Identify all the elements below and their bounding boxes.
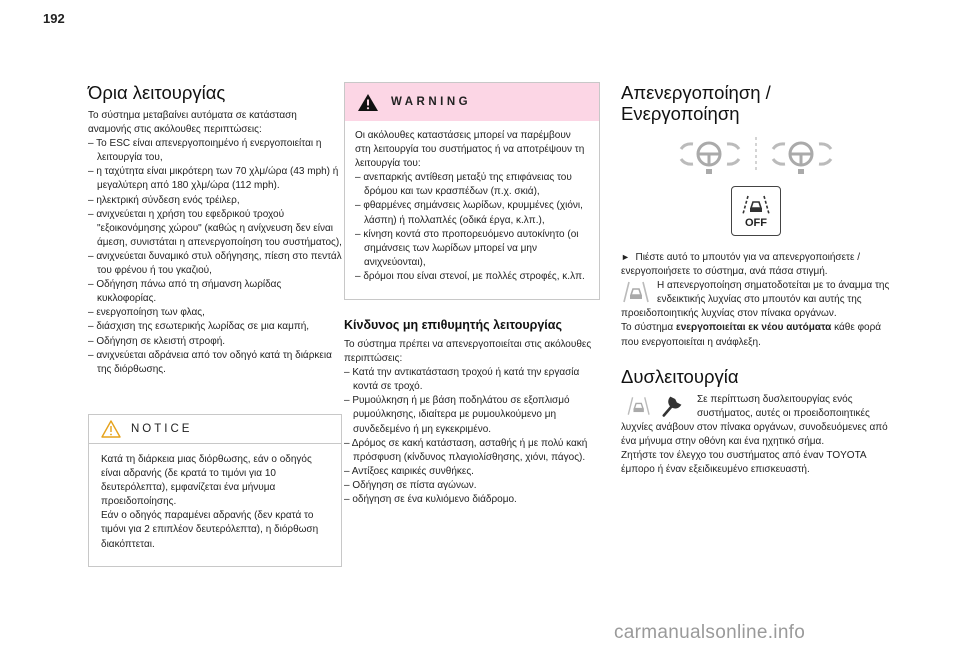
list-item: – η ταχύτητα είναι μικρότερη των 70 χλμ/ώρα (43 mph) ή μεγαλύτερη από 180 χλμ/ώρα (112 mph). xyxy=(88,165,342,193)
separator-icon xyxy=(741,135,771,175)
auto-reactivation-text xyxy=(621,321,891,349)
notice-text-2: Εάν ο οδηγός παραμένει αδρανής (δεν κρατά το τιμόνι για 2 επιπλέον δευτερόλεπτα), η διόρθωση διακόπτεται. xyxy=(101,510,319,550)
malfunction-text xyxy=(621,393,891,449)
list-item: – Ρυμούλκηση ή με βάση ποδηλάτου σε εξοπλισμό ρυμούλκησης, ιδιαίτερα με ρυμουλκούμενο μη συνδεδεμένο ή μη εγκεκριμένο. xyxy=(344,394,600,436)
deactivation-section xyxy=(621,82,891,477)
notice-label: NOTICE xyxy=(131,423,193,435)
auto-prefix: Το σύστημα xyxy=(621,322,676,334)
operating-limits-list xyxy=(88,137,342,377)
lamp-text: Η απενεργοποίηση σηματοδοτείται με το άναμμα της ενδεικτικής λυχνίας στο μπουτόν και αυτής της προειδοποιητικής λυχνίας στον πίνακα οργάνων. xyxy=(621,280,890,320)
warning-box xyxy=(344,82,600,300)
list-item: – δρόμοι που είναι στενοί, με πολλές στροφές, κ.λπ. xyxy=(355,270,589,284)
warning-header xyxy=(345,83,599,121)
list-item: – κίνηση κοντά στο προπορευόμενο αυτοκίνητο (οι σημάνσεις των λωρίδων μπορεί να μην ανιχνεύονται), xyxy=(355,228,589,270)
page-number: 192 xyxy=(43,11,65,26)
list-item: – Το ESC είναι απενεργοποιημένο ή ενεργοποιείται η λειτουργία του, xyxy=(88,137,342,165)
list-item: – ενεργοποίηση των φλας, xyxy=(88,306,342,320)
auto-suffix: κάθε φορά που ενεργοποιείται η ανάφλεξη. xyxy=(621,322,882,348)
list-item: – φθαρμένες σημάνσεις λωρίδων, κρυμμένες (χιόνι, λάσπη) ή πολλαπλές (οδικά έργα, κ.λπ.), xyxy=(355,199,589,227)
list-item: – Αντίξοες καιρικές συνθήκες. xyxy=(344,465,600,479)
operating-limits-title: Όρια λειτουργίας xyxy=(88,82,226,103)
deactivation-step xyxy=(621,250,891,279)
malfunction-lamps-icon xyxy=(621,393,691,419)
operating-limits-intro: Το σύστημα μεταβαίνει αυτόματα σε κατάσταση αναμονής στις ακόλουθες περιπτώσεις: xyxy=(88,110,297,136)
notice-box xyxy=(88,414,342,567)
lane-keeping-off-button[interactable] xyxy=(731,186,781,236)
pointer-arrow-icon: ► xyxy=(621,252,630,262)
list-item: – Δρόμος σε κακή κατάσταση, ασταθής ή με πολύ κακή πρόσφυση (κίνδυνος πλαγιολίσθησης, χιόνι, πάγος). xyxy=(344,437,600,465)
lane-warning-lamp-icon xyxy=(621,279,651,305)
warning-list xyxy=(355,171,589,284)
list-item: – ανεπαρκής αντίθεση μεταξύ της επιφάνειας του δρόμου και των κρασπέδων (π.χ. σκιά), xyxy=(355,171,589,199)
malfunction-text-2: Ζητήστε τον έλεγχο του συστήματος από έναν TOYOTA έμπορο ή έναν εξειδικευμένο επισκευαστή. xyxy=(621,450,867,476)
auto-bold: ενεργοποιείται εκ νέου αυτόματα xyxy=(676,322,832,334)
malfunction-text-1: Σε περίπτωση δυσλειτουργίας ενός συστήματος, αυτές οι προειδοποιητικές λυχνίες ανάβουν στον πίνακα οργάνων, συνοδευόμενες από ένα μήνυμα στην οθόνη και ένα ηχητικό σήμα. xyxy=(621,393,888,447)
off-label: OFF xyxy=(745,216,767,229)
list-item: – Οδήγηση πάνω από τη σήμανση λωρίδας κυκλοφορίας. xyxy=(88,278,342,306)
notice-text: Κατά τη διάρκεια μιας διόρθωσης, εάν ο οδηγός είναι αδρανής (δε κρατά το τιμόνι για 10 δευτερόλεπτα), εμφανίζεται ένα μήνυμα προειδοποίησης. xyxy=(101,454,312,508)
deactivation-step-text: Πιέστε αυτό το μπουτόν για να απενεργοποιήσετε / ενεργοποιήσετε το σύστημα, ανά πάσα στιγμή. xyxy=(621,252,861,278)
inattention-intro: Το σύστημα πρέπει να απενεργοποιείται στις ακόλουθες περιπτώσεις: xyxy=(344,339,592,365)
list-item: – ανιχνεύεται δυναμικό στυλ οδήγησης, πίεση στο πεντάλ του φρένου ή του γκαζιού, xyxy=(88,250,342,278)
notice-triangle-icon xyxy=(101,420,121,438)
list-item: – ανιχνεύεται αδράνεια από τον οδηγό κατά τη διάρκεια της διόρθωσης. xyxy=(88,349,342,377)
list-item: – Οδήγηση σε κλειστή στροφή. xyxy=(88,335,342,349)
deactivation-title-line-2: Ενεργοποίηση xyxy=(621,103,740,124)
off-button-row xyxy=(621,186,891,236)
notice-header xyxy=(89,415,341,444)
steering-lane-lamp-icon xyxy=(679,135,741,175)
inattention-list xyxy=(344,366,600,507)
list-item: – οδήγηση σε ένα κυλιόμενο διάδρομο. xyxy=(344,493,600,507)
deactivation-lamp-text xyxy=(621,279,891,321)
steering-lamps-row xyxy=(621,130,891,180)
malfunction-title: Δυσλειτουργία xyxy=(621,365,739,387)
steering-lane-lamp-icon-2 xyxy=(771,135,833,175)
list-item: – ηλεκτρική σύνδεση ενός τρέιλερ, xyxy=(88,194,342,208)
inattention-section xyxy=(344,318,600,507)
deactivation-title-line-1: Απενεργοποίηση / xyxy=(621,82,771,103)
warning-label: WARNING xyxy=(391,96,472,108)
operating-limits-section xyxy=(88,82,342,377)
list-item: – Κατά την αντικατάσταση τροχού ή κατά την εργασία κοντά σε τροχό. xyxy=(344,366,600,394)
lane-car-icon xyxy=(741,194,771,216)
deactivation-title xyxy=(621,82,891,124)
warning-triangle-icon xyxy=(357,93,379,112)
inattention-title: Κίνδυνος μη επιθυμητής λειτουργίας xyxy=(344,318,562,332)
warning-intro: Οι ακόλουθες καταστάσεις μπορεί να παρέμβουν στη λειτουργία του συστήματος ή να αποτρέψουν τη λειτουργία του: xyxy=(355,130,585,170)
list-item: – ανιχνεύεται η χρήση του εφεδρικού τροχού "εξοικονόμησης χώρου" (καθώς η ανίχνευση δεν είναι άμεση, συνιστάται η απενεργοποίηση του συστήματος), xyxy=(88,208,342,250)
watermark: carmanualsonline.info xyxy=(614,622,806,643)
list-item: – διάσχιση της εσωτερικής λωρίδας σε μια καμπή, xyxy=(88,320,342,334)
list-item: – Οδήγηση σε πίστα αγώνων. xyxy=(344,479,600,493)
